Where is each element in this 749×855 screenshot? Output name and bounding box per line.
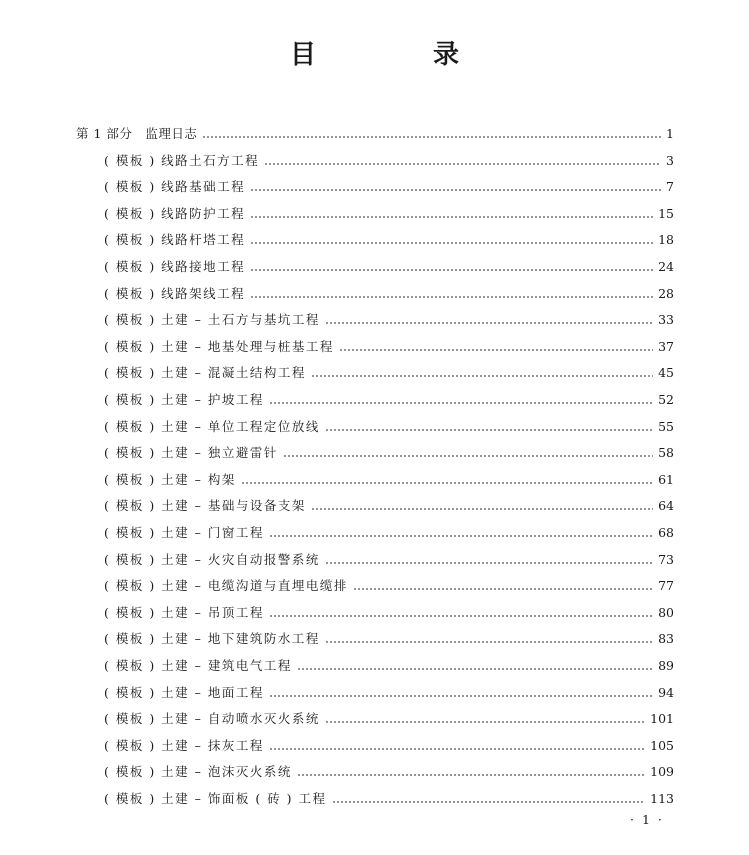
toc-entry[interactable] — [104, 441, 674, 465]
toc-entry-label: ( 模板 ) 土建 – 吊顶工程 — [104, 604, 264, 620]
toc-entry[interactable] — [104, 282, 674, 306]
toc-entry-page: 33 — [658, 312, 674, 328]
toc-entry-page: 105 — [650, 737, 674, 753]
toc-entry-page: 24 — [658, 259, 674, 274]
toc-entry-label: ( 模板 ) 线路架线工程 — [104, 285, 246, 301]
toc-entry-page: 3 — [666, 152, 674, 168]
toc-entry[interactable] — [104, 787, 674, 811]
dot-leader — [325, 415, 653, 439]
toc-entry-label: ( 模板 ) 土建 – 电缆沟道与直埋电缆排 — [104, 578, 348, 594]
toc-entry[interactable] — [104, 415, 674, 439]
dot-leader — [332, 787, 646, 811]
toc-entry-label: ( 模板 ) 土建 – 构架 — [104, 471, 236, 487]
page-number: · 1 · — [630, 812, 664, 827]
toc-entry-label: 第 1 部分 监理日志 — [76, 126, 198, 141]
toc-entry-label: ( 模板 ) 线路杆塔工程 — [104, 232, 246, 248]
toc-entry-page: 113 — [650, 791, 674, 806]
toc-entry-label: ( 模板 ) 土建 – 护坡工程 — [104, 392, 264, 407]
toc-entry-label: ( 模板 ) 土建 – 混凝土结构工程 — [104, 365, 306, 381]
toc-entry[interactable] — [104, 734, 674, 758]
toc-entry[interactable] — [104, 228, 674, 252]
toc-entry-page: 109 — [650, 764, 674, 780]
toc-entry-label: ( 模板 ) 土建 – 门窗工程 — [104, 525, 264, 540]
toc-entry-page: 45 — [658, 365, 674, 381]
dot-leader — [297, 654, 653, 678]
dot-leader — [283, 441, 653, 465]
toc-entry-page: 28 — [658, 285, 674, 301]
dot-leader — [297, 760, 645, 784]
toc-entry-label: ( 模板 ) 线路土石方工程 — [104, 152, 260, 168]
toc-entry-label: ( 模板 ) 土建 – 泡沫灭火系统 — [104, 764, 292, 780]
toc-entry-page: 37 — [658, 338, 674, 354]
toc-entry-label: ( 模板 ) 土建 – 火灾自动报警系统 — [104, 551, 320, 567]
toc-entry-label: ( 模板 ) 线路防护工程 — [104, 205, 246, 221]
dot-leader — [264, 149, 661, 173]
dot-leader — [250, 282, 653, 306]
dot-leader — [269, 388, 653, 412]
dot-leader — [202, 122, 661, 146]
toc-entry-label: ( 模板 ) 土建 – 地下建筑防水工程 — [104, 631, 320, 647]
toc-entry-label: ( 模板 ) 土建 – 建筑电气工程 — [104, 658, 292, 673]
dot-leader — [269, 521, 653, 545]
toc-entry[interactable] — [104, 760, 674, 784]
toc-entry-page: 64 — [658, 498, 674, 514]
toc-entry-page: 83 — [658, 631, 674, 647]
dot-leader — [269, 601, 653, 625]
toc-entry-page: 73 — [658, 551, 674, 567]
dot-leader — [325, 627, 653, 651]
toc-entry[interactable] — [104, 468, 674, 492]
dot-leader — [353, 574, 653, 598]
toc-entry[interactable] — [104, 361, 674, 385]
dot-leader — [269, 734, 645, 758]
dot-leader — [269, 681, 653, 705]
dot-leader — [325, 707, 645, 731]
toc-entry-page: 68 — [658, 525, 674, 540]
toc-entry-label: ( 模板 ) 土建 – 饰面板 ( 砖 ) 工程 — [104, 791, 327, 806]
toc-entry[interactable] — [104, 574, 674, 598]
toc-entry[interactable] — [104, 202, 674, 226]
toc-entry-label: ( 模板 ) 线路基础工程 — [104, 179, 246, 195]
toc-entry[interactable] — [104, 335, 674, 359]
toc-entry[interactable] — [104, 681, 674, 705]
dot-leader — [241, 468, 653, 492]
dot-leader — [311, 494, 653, 518]
toc-entry-page: 52 — [658, 392, 674, 407]
dot-leader — [250, 202, 653, 226]
toc-entry-label: ( 模板 ) 土建 – 土石方与基坑工程 — [104, 312, 320, 328]
toc-entry-page: 55 — [658, 418, 674, 434]
toc-entry[interactable] — [104, 255, 674, 279]
toc-entry-label: ( 模板 ) 线路接地工程 — [104, 259, 246, 274]
toc-entry-page: 77 — [658, 578, 674, 594]
toc-entry-label: ( 模板 ) 土建 – 独立避雷针 — [104, 445, 278, 461]
toc-entry[interactable] — [104, 388, 674, 412]
toc-entry[interactable] — [104, 521, 674, 545]
dot-leader — [325, 548, 653, 572]
toc-entry-page: 58 — [658, 445, 674, 461]
toc-entry-label: ( 模板 ) 土建 – 抹灰工程 — [104, 737, 264, 753]
toc-entry-page: 101 — [650, 711, 674, 727]
dot-leader — [311, 361, 653, 385]
toc-entry[interactable] — [76, 122, 674, 146]
dot-leader — [250, 175, 661, 199]
toc-entry[interactable] — [104, 308, 674, 332]
dot-leader — [250, 228, 653, 252]
dot-leader — [325, 308, 653, 332]
toc-entry-page: 80 — [658, 604, 674, 620]
dot-leader — [339, 335, 653, 359]
toc-entry[interactable] — [104, 494, 674, 518]
toc-entry-label: ( 模板 ) 土建 – 地面工程 — [104, 684, 264, 700]
toc-entry-page: 89 — [658, 658, 674, 673]
dot-leader — [250, 255, 653, 279]
toc-entry-page: 7 — [666, 179, 674, 195]
toc-entry-page: 1 — [666, 126, 674, 141]
toc-entry[interactable] — [104, 175, 674, 199]
toc-entry-page: 15 — [658, 205, 674, 221]
page-title: 目 录 — [289, 40, 514, 70]
toc-entry-page: 61 — [658, 471, 674, 487]
toc-entry-label: ( 模板 ) 土建 – 自动喷水灭火系统 — [104, 711, 320, 727]
toc-entry[interactable] — [104, 149, 674, 173]
toc-entry[interactable] — [104, 548, 674, 572]
toc-entry-label: ( 模板 ) 土建 – 地基处理与桩基工程 — [104, 338, 334, 354]
toc-entry[interactable] — [104, 627, 674, 651]
toc-entry[interactable] — [104, 707, 674, 731]
toc-entry-label: ( 模板 ) 土建 – 基础与设备支架 — [104, 498, 306, 514]
toc-entry[interactable] — [104, 654, 674, 678]
toc-entry-page: 94 — [658, 684, 674, 700]
toc-entry-label: ( 模板 ) 土建 – 单位工程定位放线 — [104, 418, 320, 434]
toc-entry[interactable] — [104, 601, 674, 625]
toc-entry-page: 18 — [658, 232, 674, 248]
